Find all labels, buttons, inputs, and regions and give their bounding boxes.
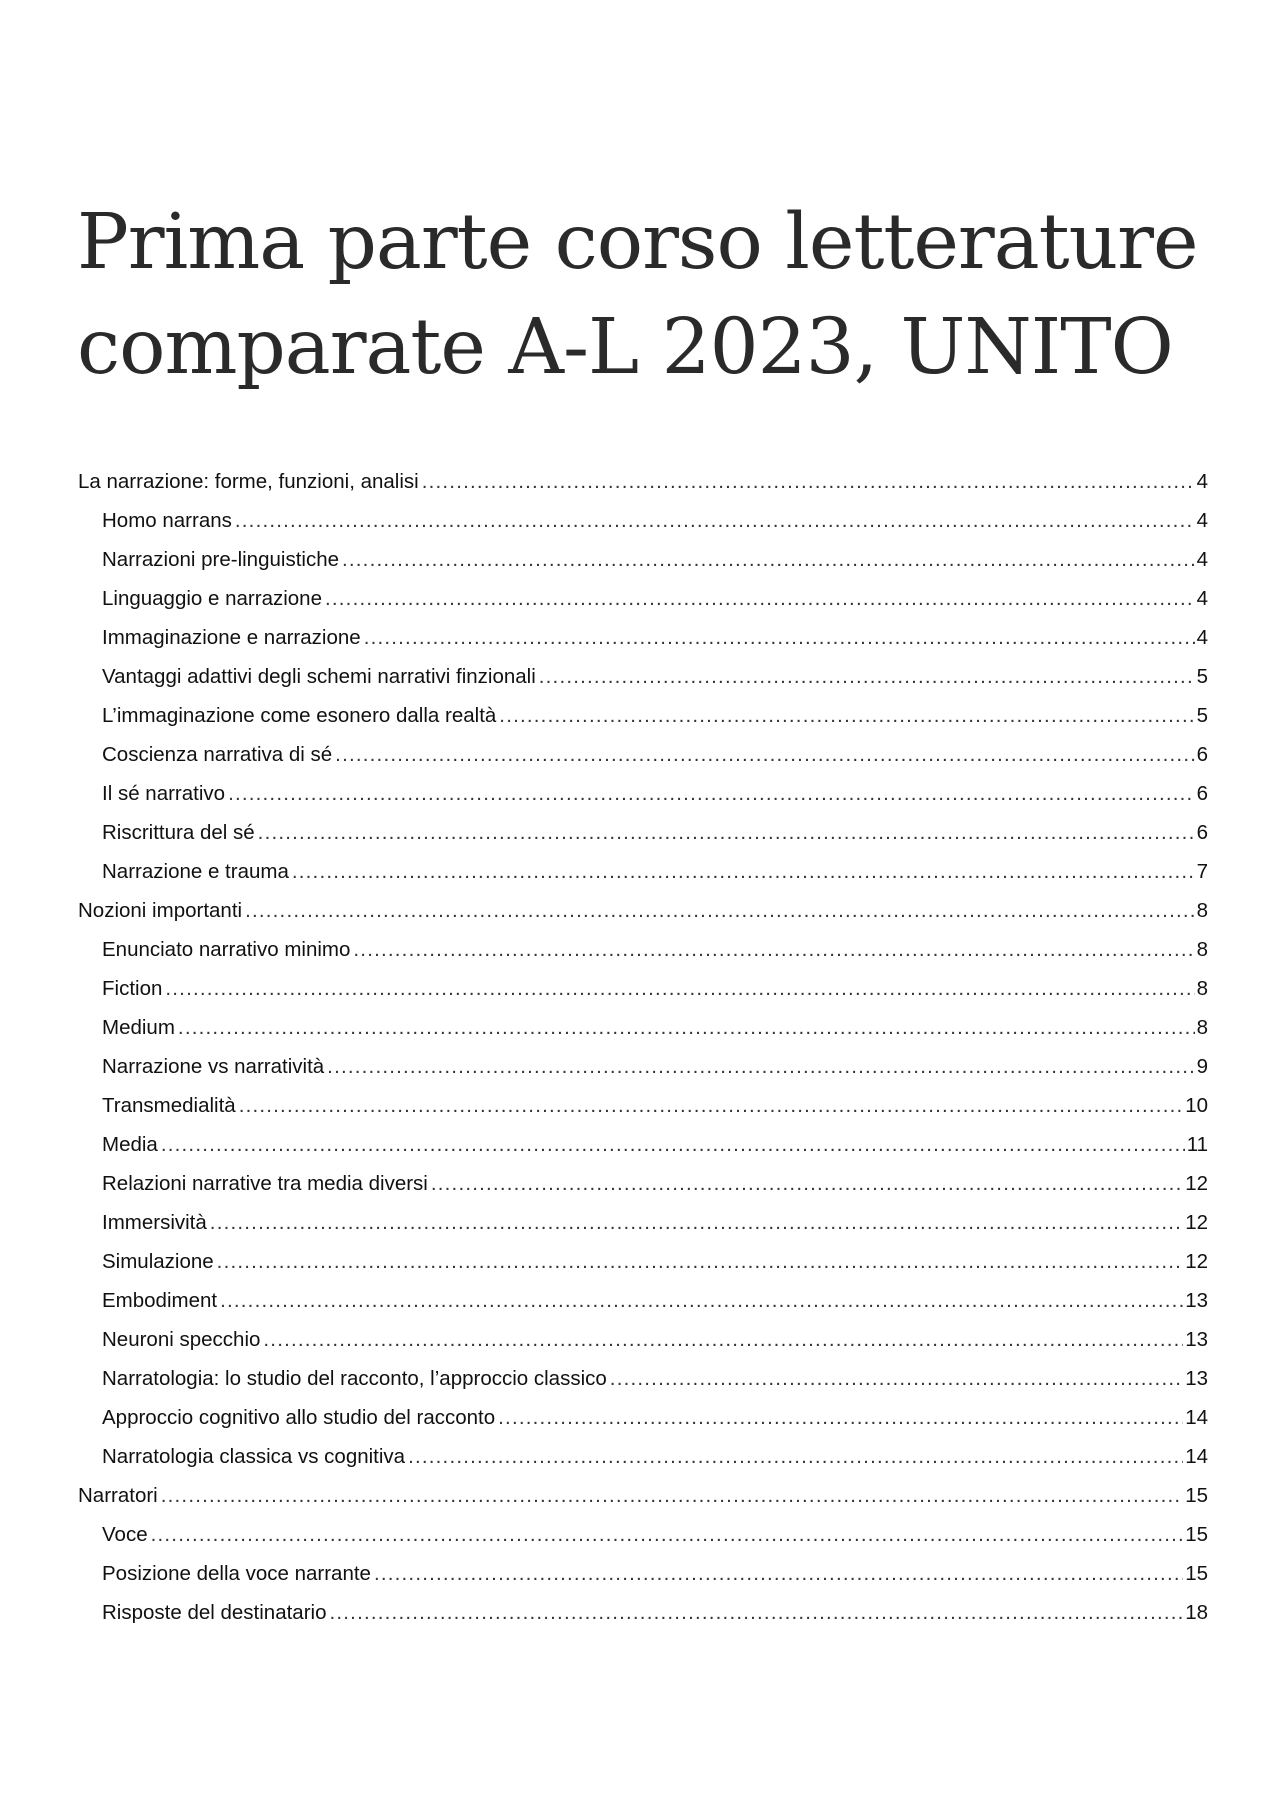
toc-entry[interactable]: [78, 1515, 1208, 1554]
toc-dot-leader: [335, 735, 1194, 774]
toc-entry[interactable]: [78, 1086, 1208, 1125]
toc-entry[interactable]: [78, 813, 1208, 852]
toc-entry-page-number: 4: [1196, 509, 1208, 532]
toc-entry-label: Narratologia classica vs cognitiva: [102, 1445, 406, 1468]
toc-entry-page-number: 9: [1196, 1055, 1208, 1078]
toc-entry-label: Immaginazione e narrazione: [102, 626, 361, 649]
toc-entry-page-number: 12: [1185, 1211, 1208, 1234]
toc-dot-leader: [210, 1203, 1183, 1242]
toc-dot-leader: [431, 1164, 1183, 1203]
toc-entry-page-number: 15: [1185, 1484, 1208, 1507]
toc-entry-label: Narrazioni pre-linguistiche: [102, 548, 339, 571]
toc-entry-page-number: 8: [1196, 1016, 1208, 1039]
toc-entry[interactable]: [78, 1359, 1208, 1398]
toc-entry[interactable]: [78, 1125, 1208, 1164]
toc-entry-label: Approccio cognitivo allo studio del racconto: [102, 1406, 496, 1429]
toc-entry[interactable]: [78, 1437, 1208, 1476]
toc-dot-leader: [327, 1047, 1194, 1086]
title-line-2: comparate A-L 2023, UNITO: [77, 303, 1173, 392]
toc-entry[interactable]: [78, 657, 1208, 696]
toc-entry-page-number: 8: [1196, 938, 1208, 961]
toc-dot-leader: [258, 813, 1195, 852]
toc-entry-page-number: 15: [1185, 1562, 1208, 1585]
toc-entry[interactable]: [78, 969, 1208, 1008]
toc-entry-label: Narrazione vs narratività: [102, 1055, 325, 1078]
toc-entry-label: Relazioni narrative tra media diversi: [102, 1172, 428, 1195]
toc-dot-leader: [292, 852, 1195, 891]
toc-entry-page-number: 5: [1196, 665, 1208, 688]
toc-entry[interactable]: [78, 891, 1208, 930]
toc-entry-page-number: 4: [1196, 470, 1208, 493]
toc-entry[interactable]: [78, 696, 1208, 735]
toc-entry-page-number: 5: [1196, 704, 1208, 727]
toc-entry-label: Risposte del destinatario: [102, 1601, 327, 1624]
toc-entry-page-number: 14: [1185, 1406, 1208, 1429]
toc-entry[interactable]: [78, 1281, 1208, 1320]
toc-dot-leader: [161, 1476, 1183, 1515]
toc-entry[interactable]: [78, 1008, 1208, 1047]
toc-entry-label: La narrazione: forme, funzioni, analisi: [78, 470, 419, 493]
toc-dot-leader: [610, 1359, 1183, 1398]
toc-dot-leader: [235, 501, 1195, 540]
toc-entry-label: Media: [102, 1133, 158, 1156]
toc-entry-page-number: 12: [1185, 1172, 1208, 1195]
toc-entry-label: Posizione della voce narrante: [102, 1562, 371, 1585]
toc-entry[interactable]: [78, 1593, 1208, 1632]
toc-dot-leader: [263, 1320, 1183, 1359]
toc-entry-page-number: 13: [1185, 1367, 1208, 1390]
toc-entry-label: Transmedialità: [102, 1094, 236, 1117]
toc-dot-leader: [220, 1281, 1183, 1320]
toc-entry[interactable]: [78, 1320, 1208, 1359]
toc-entry-page-number: 8: [1196, 977, 1208, 1000]
toc-entry[interactable]: [78, 1476, 1208, 1515]
toc-entry-label: Medium: [102, 1016, 175, 1039]
toc-entry[interactable]: [78, 1164, 1208, 1203]
toc-entry-page-number: 13: [1185, 1328, 1208, 1351]
toc-dot-leader: [353, 930, 1194, 969]
toc-entry-label: Neuroni specchio: [102, 1328, 261, 1351]
toc-entry[interactable]: [78, 1047, 1208, 1086]
toc-entry-page-number: 11: [1186, 1133, 1208, 1156]
toc-dot-leader: [161, 1125, 1185, 1164]
toc-entry[interactable]: [78, 930, 1208, 969]
table-of-contents: [78, 462, 1208, 1632]
toc-entry-label: Simulazione: [102, 1250, 214, 1273]
toc-entry[interactable]: [78, 618, 1208, 657]
toc-entry[interactable]: [78, 852, 1208, 891]
toc-entry-label: Narratologia: lo studio del racconto, l’approccio classico: [102, 1367, 607, 1390]
toc-entry-label: Vantaggi adattivi degli schemi narrativi finzionali: [102, 665, 536, 688]
toc-entry-label: Fiction: [102, 977, 163, 1000]
toc-entry-page-number: 6: [1196, 821, 1208, 844]
toc-entry[interactable]: [78, 1398, 1208, 1437]
toc-entry-page-number: 8: [1196, 899, 1208, 922]
toc-dot-leader: [364, 618, 1195, 657]
toc-dot-leader: [498, 1398, 1183, 1437]
toc-entry-page-number: 4: [1196, 587, 1208, 610]
title-line-1: Prima parte corso letterature: [77, 198, 1198, 287]
toc-entry-label: L’immaginazione come esonero dalla realtà: [102, 704, 497, 727]
toc-entry-page-number: 7: [1196, 860, 1208, 883]
toc-dot-leader: [228, 774, 1195, 813]
toc-entry[interactable]: [78, 1554, 1208, 1593]
toc-entry[interactable]: [78, 774, 1208, 813]
toc-entry-page-number: 18: [1185, 1601, 1208, 1624]
toc-entry-label: Il sé narrativo: [102, 782, 226, 805]
toc-dot-leader: [325, 579, 1195, 618]
toc-entry-page-number: 14: [1185, 1445, 1208, 1468]
toc-entry-label: Narrazione e trauma: [102, 860, 289, 883]
toc-entry-label: Voce: [102, 1523, 148, 1546]
toc-dot-leader: [178, 1008, 1195, 1047]
toc-entry-page-number: 6: [1196, 743, 1208, 766]
toc-dot-leader: [151, 1515, 1184, 1554]
toc-entry-label: Nozioni importanti: [78, 899, 243, 922]
toc-entry[interactable]: [78, 579, 1208, 618]
toc-dot-leader: [422, 462, 1195, 501]
toc-entry-label: Coscienza narrativa di sé: [102, 743, 333, 766]
toc-entry-label: Riscrittura del sé: [102, 821, 255, 844]
toc-dot-leader: [245, 891, 1195, 930]
toc-dot-leader: [330, 1593, 1184, 1632]
toc-entry-label: Immersività: [102, 1211, 207, 1234]
toc-entry-page-number: 4: [1196, 548, 1208, 571]
toc-dot-leader: [408, 1437, 1183, 1476]
toc-entry-page-number: 6: [1196, 782, 1208, 805]
toc-entry-page-number: 10: [1185, 1094, 1208, 1117]
toc-entry-label: Linguaggio e narrazione: [102, 587, 322, 610]
toc-entry-label: Narratori: [78, 1484, 158, 1507]
toc-entry[interactable]: [78, 540, 1208, 579]
toc-entry-page-number: 4: [1196, 626, 1208, 649]
document-title: [77, 190, 1197, 400]
toc-entry-page-number: 13: [1185, 1289, 1208, 1312]
toc-entry-page-number: 15: [1185, 1523, 1208, 1546]
toc-entry[interactable]: [78, 462, 1208, 501]
toc-dot-leader: [342, 540, 1195, 579]
toc-entry[interactable]: [78, 1203, 1208, 1242]
toc-dot-leader: [539, 657, 1195, 696]
toc-entry[interactable]: [78, 1242, 1208, 1281]
toc-dot-leader: [239, 1086, 1184, 1125]
toc-dot-leader: [217, 1242, 1184, 1281]
toc-dot-leader: [374, 1554, 1183, 1593]
toc-dot-leader: [499, 696, 1194, 735]
toc-entry-label: Homo narrans: [102, 509, 232, 532]
toc-dot-leader: [165, 969, 1194, 1008]
toc-entry-label: Embodiment: [102, 1289, 218, 1312]
toc-entry-page-number: 12: [1185, 1250, 1208, 1273]
toc-entry[interactable]: [78, 735, 1208, 774]
toc-entry-label: Enunciato narrativo minimo: [102, 938, 351, 961]
toc-entry[interactable]: [78, 501, 1208, 540]
